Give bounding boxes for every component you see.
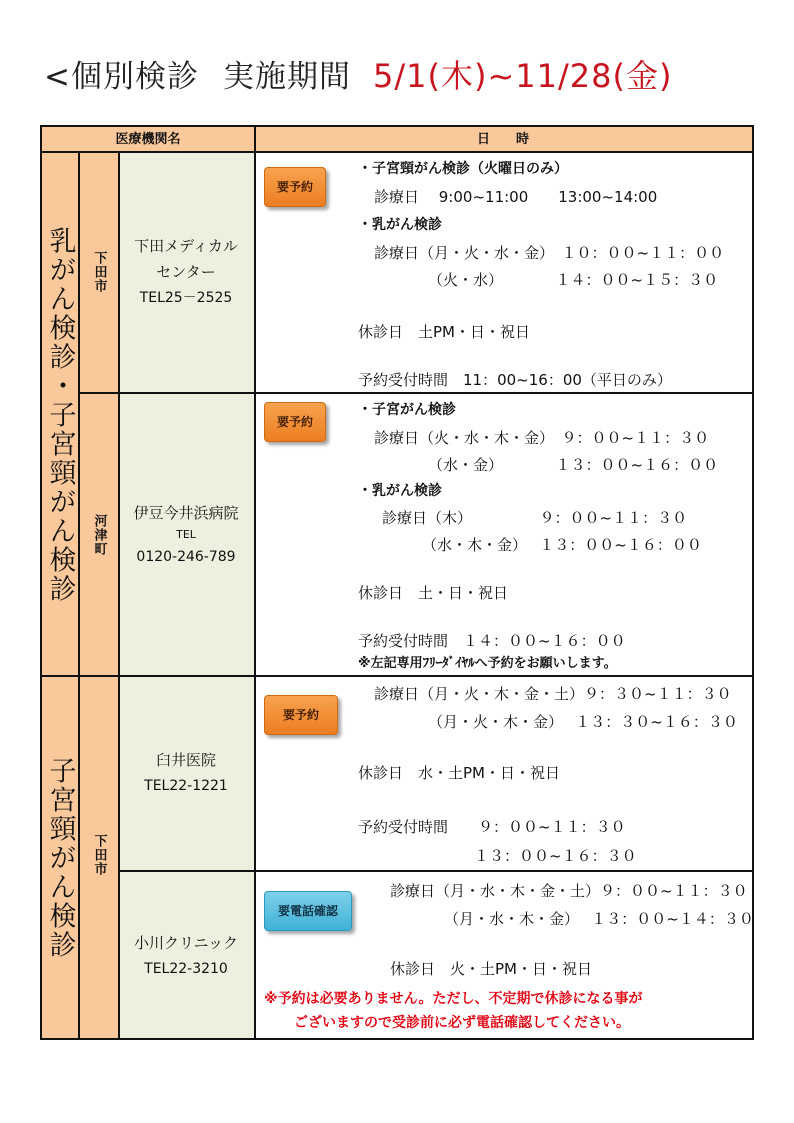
institution-name-2: センター xyxy=(156,263,216,281)
reservation-hours: 予約受付時間 ９：００~１１：３０ xyxy=(358,818,626,836)
closed-days: 休診日 水・土PM・日・祝日 xyxy=(358,764,560,782)
institution-usui xyxy=(118,747,254,799)
title-label: <個別検診 xyxy=(44,59,199,95)
category-cervical: 子宮頸がん検診 xyxy=(44,756,76,960)
title-dates: 5/1(木)~11/28(金) xyxy=(372,57,673,95)
divider xyxy=(42,675,752,677)
area-shimoda-2: 下田市 xyxy=(91,834,107,876)
reservation-hours: 予約受付時間 11：00~16：00（平日のみ） xyxy=(358,371,672,389)
divider xyxy=(42,151,752,153)
institution-name: 伊豆今井浜病院 xyxy=(133,504,239,522)
institution-name: 下田メディカル xyxy=(134,237,238,255)
category-breast-cervical: 乳がん検診・子宮頸がん検診 xyxy=(44,226,76,604)
reservation-note: ※左記専用ﾌﾘｰﾀﾞｲﾔﾙへ予約をお願いします。 xyxy=(358,656,617,671)
title-period-label: 実施期間 xyxy=(222,59,351,95)
institution-ogawa xyxy=(118,930,254,982)
page-title xyxy=(44,52,672,100)
closed-days: 休診日 土PM・日・祝日 xyxy=(358,323,530,341)
area-kawazu: 河津町 xyxy=(91,514,107,556)
institution-shimoda-medical xyxy=(118,233,254,311)
note-line: ※予約は必要ありません。ただし、不定期で休診になる事が xyxy=(264,991,643,1007)
schedule-line: （水・金） １３：００~１６：００ xyxy=(428,456,719,474)
note-line: ございますので受診前に必ず電話確認してください。 xyxy=(294,1015,630,1031)
divider xyxy=(118,870,752,872)
schedule-line: 診療日（月・火・木・金・土）９：３０~１１：３０ xyxy=(374,685,732,703)
schedule-line: 診療日（木） ９：００~１１：３０ xyxy=(382,509,688,527)
divider xyxy=(78,392,752,394)
area-shimoda-1: 下田市 xyxy=(91,251,107,293)
schedule-line: ・子宮頸がん検診（火曜日のみ） xyxy=(358,161,568,177)
institution-izu-imaihama xyxy=(118,500,254,570)
schedule-line: 診療日（月・水・木・金・土）９：００~１１：３０ xyxy=(390,882,748,900)
reservation-required-badge: 要予約 xyxy=(264,167,326,207)
closed-days: 休診日 火・土PM・日・祝日 xyxy=(390,960,592,978)
header-datetime: 日 時 xyxy=(476,132,529,147)
reservation-required-badge: 要予約 xyxy=(264,402,326,442)
schedule-line: 診療日（火・水・木・金） ９：００~１１：３０ xyxy=(374,429,710,447)
institution-tel: TEL22-1221 xyxy=(144,778,228,794)
phone-confirm-badge: 要電話確認 xyxy=(264,891,352,931)
institution-tel: TEL22-3210 xyxy=(144,961,228,977)
institution-tel: 0120-246-789 xyxy=(136,549,236,565)
schedule-line: 診療日（月・火・水・金） １０：００~１１：００ xyxy=(374,244,725,262)
reservation-hours: 予約受付時間 １４：００~１６：００ xyxy=(358,632,626,650)
schedule-line: （火・水） １４：００~１５：３０ xyxy=(428,271,719,289)
header-institution: 医療機関名 xyxy=(115,132,181,147)
schedule-line: ・乳がん検診 xyxy=(358,483,442,499)
schedule-line: ・子宮がん検診 xyxy=(358,402,456,418)
schedule-line: （月・火・木・金） １３：３０~１６：３０ xyxy=(428,713,738,731)
schedule-line: （水・木・金） １３：００~１６：００ xyxy=(422,536,702,554)
schedule-line: ・乳がん検診 xyxy=(358,217,442,233)
institution-tel: TEL25－2525 xyxy=(139,290,233,306)
institution-name: 小川クリニック xyxy=(133,934,239,952)
divider xyxy=(254,127,256,1038)
closed-days: 休診日 土・日・祝日 xyxy=(358,584,509,602)
institution-tel-label: TEL xyxy=(176,528,196,541)
reservation-hours-2: １３：００~１６：３０ xyxy=(474,847,637,865)
schedule-line: 診療日 9:00~11:00 13:00~14:00 xyxy=(374,188,658,206)
schedule-line: （月・水・木・金） １３：００~１４：３０ xyxy=(444,910,754,928)
schedule-table xyxy=(40,125,754,1040)
reservation-required-badge: 要予約 xyxy=(264,695,338,735)
institution-name: 臼井医院 xyxy=(155,751,216,769)
